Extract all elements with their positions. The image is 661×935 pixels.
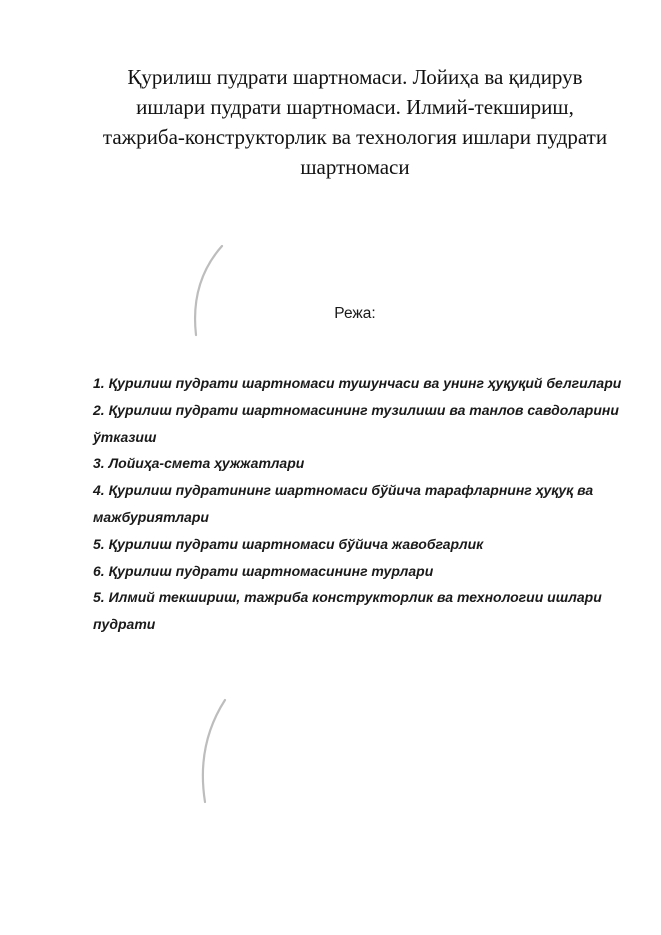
document-title: Қурилиш пудрати шартномаси. Лойиҳа ва қидирув ишлари пудрати шартномаси. Илмий-текшириш, тажриба-конструкторлик ва технология ишлари пудрати шартномаси: [102, 65, 608, 179]
plan-list: [93, 370, 623, 638]
plan-item: 6. Қурилиш пудрати шартномасининг турлари: [93, 562, 434, 579]
plan-heading: Режа:: [334, 305, 376, 322]
plan-item: 4. Қурилиш пудратининг шартномаси бўйича тарафларнинг ҳуқуқ ва мажбуриятлари: [93, 482, 594, 525]
plan-item: 2. Қурилиш пудрати шартномасининг тузилиши ва танлов савдоларини ўтказиш: [93, 401, 619, 445]
plan-item: 5. Қурилиш пудрати шартномаси бўйича жавобгарлик: [93, 535, 484, 552]
plan-item: 3. Лойиҳа-смета ҳужжатлари: [93, 455, 305, 472]
plan-item: 5. Илмий текшириш, тажриба конструкторлик ва технологии ишлари пудрати: [93, 589, 602, 633]
plan-item: 1. Қурилиш пудрати шартномаси тушунчаси ва унинг ҳуқуқий белгилари: [93, 375, 622, 391]
